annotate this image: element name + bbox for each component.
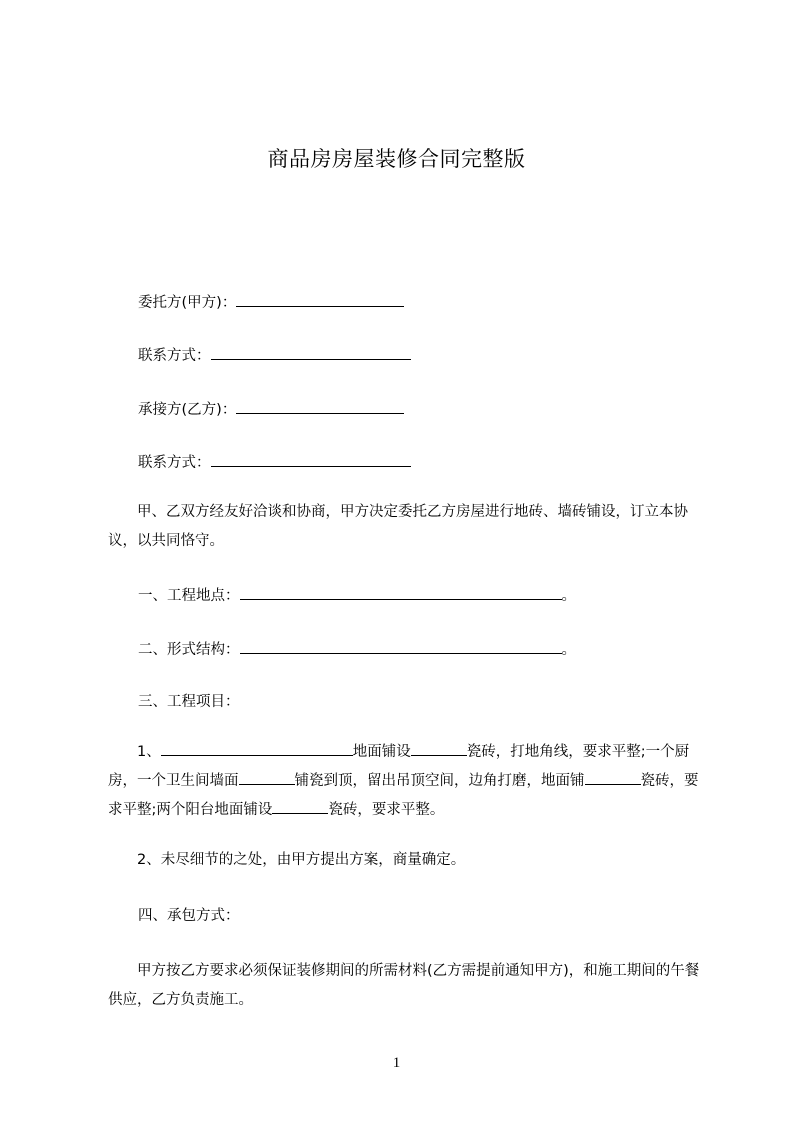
contractor-label: 承接方(乙方)： [138,402,237,418]
section-2-end: 。 [561,642,576,658]
item-1-blank-1 [161,741,353,756]
section-2 [138,639,576,660]
item-1-part-1: 地面铺设 [352,744,411,760]
item-1-blank-2 [411,741,467,756]
contractor-blank [236,399,404,414]
section-1-label: 一、工程地点： [138,588,240,604]
item-1-part-4: 瓷砖，要求平整;两个阳台地面铺设 [108,773,699,818]
contractor-contact-label: 联系方式： [138,455,211,471]
client-blank [236,292,404,307]
item-1-paragraph [108,738,700,825]
item-1-prefix: 1、 [137,744,161,760]
client-contact-field [138,345,411,366]
section-1 [138,585,576,606]
section-2-label: 二、形式结构： [138,642,240,658]
section-4-paragraph: 甲方按乙方要求必须保证装修期间的所需材料(乙方需提前通知甲方)，和施工期间的午餐供应，乙方负责施工。 [108,963,700,1008]
client-label: 委托方(甲方)： [138,295,237,311]
document-title: 商品房房屋装修合同完整版 [267,147,526,171]
section-4-heading: 四、承包方式： [138,908,240,924]
intro-paragraph: 甲、乙双方经友好洽谈和协商，甲方决定委托乙方房屋进行地砖、墙砖铺设，订立本协议，以共同恪守。 [108,504,688,549]
section-1-blank [240,585,562,600]
client-field [138,292,404,313]
item-1-blank-5 [272,799,328,814]
item-1-part-2: 瓷砖，打地角线，要求平整;一个厨房，一个卫生间墙面 [108,744,690,789]
contractor-contact-blank [211,452,411,467]
section-1-end: 。 [561,588,576,604]
section-2-blank [240,639,562,654]
item-1-blank-3 [239,770,295,785]
contractor-field [138,399,404,420]
client-contact-blank [211,345,411,360]
item-2-paragraph: 2、未尽细节的之处，由甲方提出方案，商量确定。 [137,852,466,868]
section-3-heading: 三、工程项目： [138,694,240,710]
page-number: 1 [392,1055,401,1071]
item-1-part-5: 瓷砖，要求平整。 [328,802,445,818]
contractor-contact-field [138,452,411,473]
item-1-part-3: 铺瓷到顶，留出吊顶空间，边角打磨，地面铺 [294,773,585,789]
client-contact-label: 联系方式： [138,348,211,364]
item-1-blank-4 [585,770,641,785]
